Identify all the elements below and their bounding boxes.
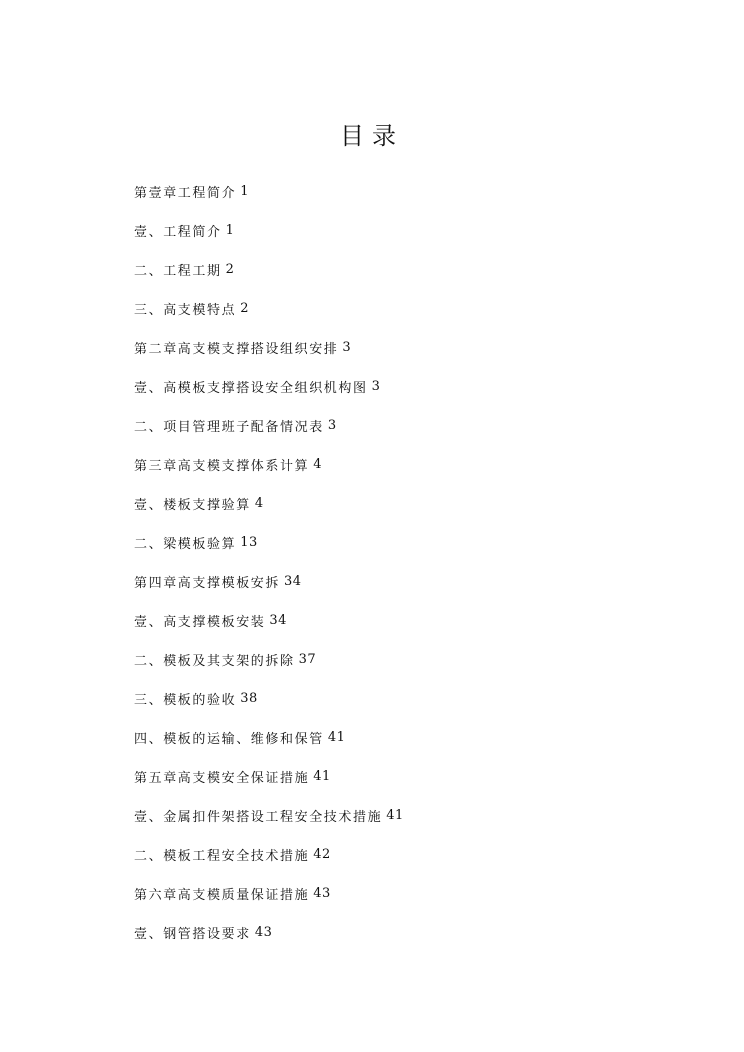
toc-entry-text: 三、模板的验收 <box>134 693 237 708</box>
toc-entry-page: 43 <box>254 925 273 940</box>
toc-entry[interactable] <box>134 718 404 757</box>
toc-entry-page: 1 <box>240 184 249 199</box>
toc-entry-text: 二、工程工期 <box>134 264 222 279</box>
toc-entry-text: 第四章高支撑模板安拆 <box>134 576 281 591</box>
toc-entry-page: 41 <box>327 730 346 745</box>
toc-entry-text: 二、模板及其支架的拆除 <box>134 654 295 669</box>
toc-entry[interactable] <box>134 874 404 913</box>
toc-entry-page: 2 <box>240 301 249 316</box>
toc-entry-text: 二、模板工程安全技术措施 <box>134 849 310 864</box>
toc-entry-text: 壹、钢管搭设要求 <box>134 927 251 942</box>
toc-entry-text: 二、项目管理班子配备情况表 <box>134 420 324 435</box>
toc-entry-text: 四、模板的运输、维修和保管 <box>134 732 324 747</box>
toc-entry[interactable] <box>134 172 404 211</box>
toc-entry-page: 4 <box>313 457 322 472</box>
toc-entry[interactable] <box>134 445 404 484</box>
toc-entry-text: 三、高支模特点 <box>134 303 237 318</box>
toc-entry-page: 3 <box>371 379 381 394</box>
toc-entry-page: 37 <box>298 652 317 667</box>
toc-entry[interactable] <box>134 757 404 796</box>
toc-entry[interactable] <box>134 406 404 445</box>
toc-entry-text: 二、梁模板验算 <box>134 537 237 552</box>
toc-entry-page: 41 <box>386 808 404 823</box>
toc-entry-page: 2 <box>225 262 235 277</box>
toc-entry-page: 13 <box>240 535 258 550</box>
toc-entry[interactable] <box>134 523 404 562</box>
toc-entry-text: 第五章高支模安全保证措施 <box>134 771 310 786</box>
toc-entry[interactable] <box>134 835 404 874</box>
toc-entry-text: 壹、工程简介 <box>134 225 222 240</box>
toc-entry[interactable] <box>134 367 404 406</box>
toc-entry-page: 34 <box>269 613 287 628</box>
toc-entry-page: 43 <box>313 886 331 901</box>
toc-entry-page: 3 <box>342 340 352 355</box>
toc-entry[interactable] <box>134 328 404 367</box>
toc-entry[interactable] <box>134 640 404 679</box>
toc-entry-text: 壹、高支撑模板安装 <box>134 615 266 630</box>
toc-entry-text: 第六章高支模质量保证措施 <box>134 888 310 903</box>
toc-entry[interactable] <box>134 679 404 718</box>
toc-entry-page: 42 <box>313 847 331 862</box>
toc-entry[interactable] <box>134 796 404 835</box>
toc-entry-text: 第三章高支模支撑体系计算 <box>134 459 310 474</box>
toc-entry-text: 第壹章工程简介 <box>134 186 237 201</box>
toc-entry-text: 壹、高模板支撑搭设安全组织机构图 <box>134 381 368 396</box>
toc-list <box>134 172 404 952</box>
toc-entry-text: 壹、楼板支撑验算 <box>134 498 251 513</box>
toc-entry[interactable] <box>134 211 404 250</box>
toc-entry-page: 34 <box>284 574 302 589</box>
toc-entry-page: 41 <box>313 769 331 784</box>
toc-entry[interactable] <box>134 250 404 289</box>
toc-entry[interactable] <box>134 562 404 601</box>
toc-entry[interactable] <box>134 484 404 523</box>
toc-entry-page: 1 <box>225 223 235 238</box>
toc-entry-page: 3 <box>327 418 337 433</box>
toc-entry-page: 4 <box>254 496 264 511</box>
toc-entry-page: 38 <box>240 691 258 706</box>
toc-entry-text: 壹、金属扣件架搭设工程安全技术措施 <box>134 810 383 825</box>
toc-entry[interactable] <box>134 289 404 328</box>
toc-title: 目录 <box>340 122 404 150</box>
toc-entry[interactable] <box>134 913 404 952</box>
toc-entry[interactable] <box>134 601 404 640</box>
toc-entry-text: 第二章高支模支撑搭设组织安排 <box>134 342 339 357</box>
